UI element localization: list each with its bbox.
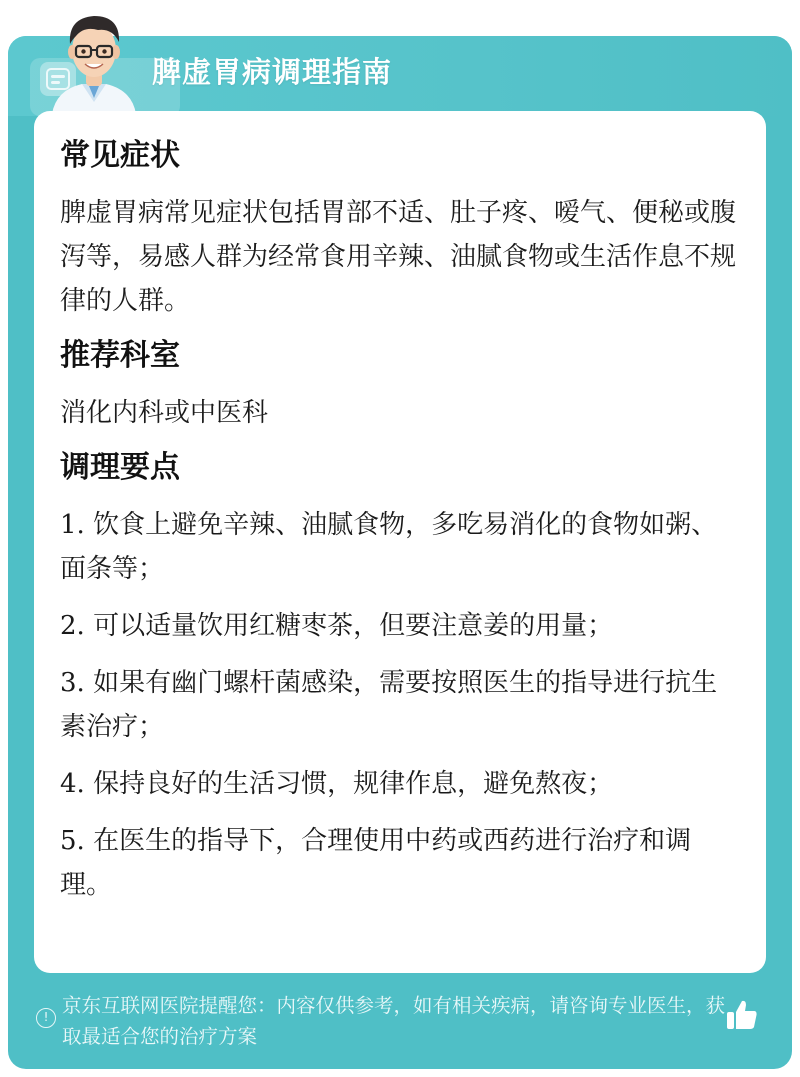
list-item — [60, 503, 740, 591]
list-item-text: 可以适量饮用红糖枣茶，但要注意姜的用量； — [93, 611, 614, 641]
list-item-text: 保持良好的生活习惯，规律作息，避免熬夜； — [93, 769, 614, 799]
disclaimer-text: 京东互联网医院提醒您：内容仅供参考，如有相关疾病，请咨询专业医生，获取最适合您的治疗方案 — [62, 994, 726, 1048]
info-icon: ! — [36, 1008, 56, 1028]
list-item-number: 4. — [60, 769, 85, 799]
list-item — [60, 762, 740, 806]
disclaimer-footer — [34, 986, 774, 1066]
symptoms-text: 脾虚胃病常见症状包括胃部不适、肚子疼、嗳气、便秘或腹泻等，易感人群为经常食用辛辣、油腻食物或生活作息不规律的人群。 — [60, 198, 737, 316]
content-card — [34, 111, 766, 973]
list-item-number: 2. — [60, 611, 85, 641]
page-title: 脾虚胃病调理指南 — [152, 55, 393, 89]
list-item — [60, 661, 740, 749]
tips-title: 调理要点 — [60, 450, 180, 485]
list-item-number: 3. — [60, 668, 85, 698]
list-item-number: 5. — [60, 826, 85, 856]
tips-list — [60, 503, 740, 907]
symptoms-title: 常见症状 — [60, 138, 180, 173]
department-title: 推荐科室 — [60, 338, 180, 373]
list-item — [60, 604, 740, 648]
list-item-text: 在医生的指导下，合理使用中药或西药进行治疗和调理。 — [60, 826, 692, 900]
list-item-text: 饮食上避免辛辣、油腻食物，多吃易消化的食物如粥、面条等； — [60, 510, 718, 584]
list-item-number: 1. — [60, 510, 85, 540]
department-text: 消化内科或中医科 — [60, 398, 269, 428]
list-item-text: 如果有幽门螺杆菌感染，需要按照医生的指导进行抗生素治疗； — [60, 668, 718, 742]
thumbs-up-icon[interactable] — [724, 998, 760, 1032]
list-item — [60, 819, 740, 907]
doctor-avatar — [42, 6, 146, 114]
